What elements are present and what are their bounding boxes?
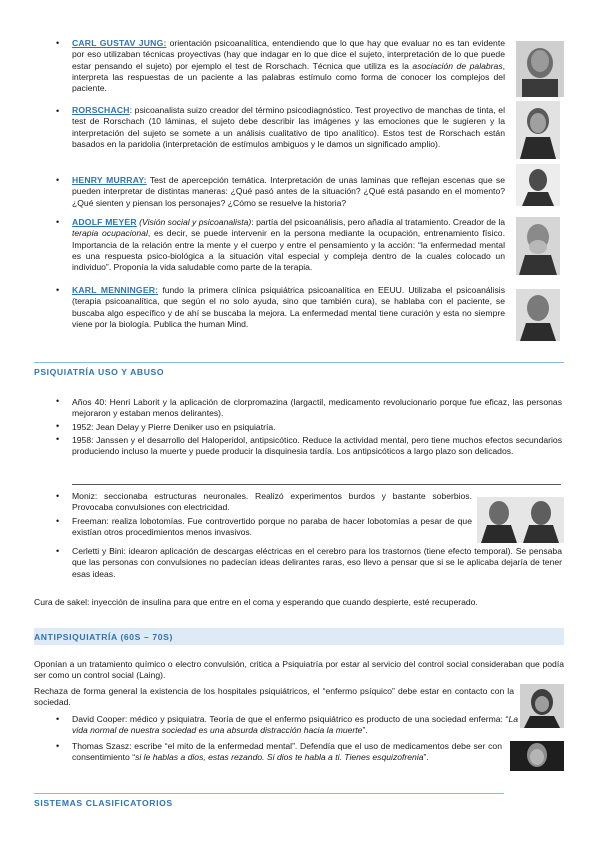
bullet: • xyxy=(56,741,60,751)
psiquiatria-item: 1958: Janssen y el desarrollo del Haloperidol, antipsicótico. Reduce la actividad mental, pero tiene muchos efectos secundarios produciendo incluso la muerte y puede producir la disquinesia tardía. Los antipsicóticos a largo plazo son delicados. xyxy=(72,435,562,457)
rorschach-photo xyxy=(516,101,560,159)
jung-link[interactable]: CARL GUSTAV JUNG: xyxy=(72,38,167,48)
antipsiquiatria-paragraph: Rechaza de forma general la existencia de los hospitales psiquiátricos, el “enfermo psíquico” debe estar en contacto con la sociedad. xyxy=(34,686,514,708)
bullet: • xyxy=(56,175,60,185)
menninger-photo xyxy=(516,289,560,341)
bullet: • xyxy=(56,396,60,406)
murray-photo xyxy=(516,164,560,206)
bullet: • xyxy=(56,38,60,48)
sakel-paragraph: Cura de sakel: inyección de insulina para que entre en el coma y esperando que cuando despierte, esté recuperado. xyxy=(34,597,478,607)
bullet: • xyxy=(56,106,60,116)
jung-photo xyxy=(516,41,564,97)
moniz-freeman-photo xyxy=(477,497,564,543)
antipsiquiatria-paragraph: Oponían a un tratamiento químico o electro convulsión, critica a Psiquiatría por estar al servicio del control social consideraban que podía ser como un control social (Laing). xyxy=(34,659,564,681)
meyer-photo xyxy=(516,217,560,275)
author-jung: CARL GUSTAV JUNG: orientación psicoanalítica, entendiendo que lo que hay que evaluar no es tan evidente por eso utilizaban técnicas proyectivas (hay que indagar en lo que dice el sujeto, interpretación de lo que puede estar pensando el sujeto) por ejemplo el test de Rorschach. Técnica que utiliza es la asociación de palabras, interpreta las respuestas de un paciente a las palabras estímulo como forma de conocer los complejos del paciente. xyxy=(72,38,506,94)
meyer-link[interactable]: ADOLF MEYER xyxy=(72,217,137,227)
bullet: • xyxy=(56,434,60,444)
bullet: • xyxy=(56,714,60,724)
section-divider xyxy=(34,793,504,794)
psiquiatria-item: 1952: Jean Delay y Pierre Deniker uso en psiquiatría. xyxy=(72,422,276,432)
psiquiatria-item: Moniz: seccionaba estructuras neuronales. Realizó experimentos burdos y bastante soberbios. Provocaba convulsiones con electricidad. xyxy=(72,491,472,513)
bullet: • xyxy=(56,546,60,556)
murray-link[interactable]: HENRY MURRAY: xyxy=(72,175,147,185)
bullet: • xyxy=(56,285,60,295)
rorschach-link[interactable]: RORSCHACH xyxy=(72,105,130,115)
menninger-link[interactable]: KARL MENNINGER: xyxy=(72,285,159,295)
author-rorschach: RORSCHACH: psicoanalista suizo creador del término psicodiagnóstico. Test proyectivo de manchas de tinta, el test de Rorschach (10 láminas, el sujeto debe describir las imágenes y las emociones que le sugieren y la interpretación del sujeto se somete a un análisis cualitativo de tipo analítico). Estos test de Rorschach están basados en la paridolia (interpretación de estímulos ambiguos y le damos un significado amplio). xyxy=(72,105,505,149)
bullet: • xyxy=(56,491,60,501)
cooper-photo xyxy=(520,684,564,728)
bullet: • xyxy=(56,217,60,227)
szasz-photo xyxy=(510,741,564,771)
psiquiatria-item: Cerletti y Bini: idearon aplicación de descargas eléctricas en el cerebro para los trastornos (tiene efecto temporal). Se pensaba que las personas con convulsiones no padecían ideas delirantes raras, eso llevo a pensar que si se le aplicaba dejaría de tener esas ideas. xyxy=(72,546,562,579)
section-divider xyxy=(34,362,564,363)
bullet: • xyxy=(56,421,60,431)
psiquiatria-item: Años 40: Henri Laborit y la aplicación de clorpromazina (largactil, medicamento revolucionario porque fue eficaz, las personas mejoraron y estaban menos delirantes). xyxy=(72,397,562,419)
cooper-item: David Cooper: médico y psiquiatra. Teoría de que el enfermo psiquiátrico es producto de una sociedad enferma: “La vida normal de nuestra sociedad es una absurda distracción hacia la muerte”. xyxy=(72,714,518,736)
author-menninger: KARL MENNINGER: fundo la primera clínica psiquiátrica psicoanalítica en EEUU. Utilizaba el psicoanálisis (terapia psicoanalítica, que según el no solo ayuda, sino que también cura), se hablaba con el paciente, se buscaba algo específico y de ahí se buscaba la mejora. La enfermedad mental tiene curación y esta no siempre viene por la biología. Publica the human Mind. xyxy=(72,285,505,329)
divider-line xyxy=(72,484,561,485)
bullet: • xyxy=(56,516,60,526)
author-murray: HENRY MURRAY: Test de apercepción temática. Interpretación de unas laminas que reflejan escenas que se pueden interpretar de distintas maneras: ¿Qué pasó antes de la situación? ¿Qué está pasando en el momento? ¿Qué sienten y piensan los personajes? ¿Cómo se resuelve la historia? xyxy=(72,175,505,208)
section-title-sistemas: SISTEMAS CLASIFICATORIOS xyxy=(34,798,173,808)
author-meyer: ADOLF MEYER (Visión social y psicoanalista): partía del psicoanálisis, pero añadía al tratamiento. Creador de la terapia ocupacional, es decir, se puede intervenir en la persona mediante la ocupación, entrenamiento físico. Importancia de la relación entre la mente y el cuerpo y entre el pensamiento y la acción: “la enfermedad mental es una respuesta psico-biológica a la situación vital especial y compleja dentro de la cuales colocado un individuo”. Proponía la vida saludable como parte de la terapia. xyxy=(72,217,506,273)
section-title-psiquiatria: PSIQUIATRÍA USO Y ABUSO xyxy=(34,367,165,377)
psiquiatria-item: Freeman: realiza lobotomías. Fue controvertido porque no paraba de hacer lobotomías a pesar de que existían otros procedimientos menos invasivos. xyxy=(72,516,472,538)
section-title-antipsiquiatria: ANTIPSIQUIATRÍA (60S – 70S) xyxy=(34,632,173,642)
szasz-item: Thomas Szasz: escribe “el mito de la enfermedad mental”. Defendía que el uso de medicamentos debe ser con consentimiento “si le hablas a dios, estas rezando. Si dios te habla a ti. Tienes esquizofrenia”. xyxy=(72,741,502,763)
